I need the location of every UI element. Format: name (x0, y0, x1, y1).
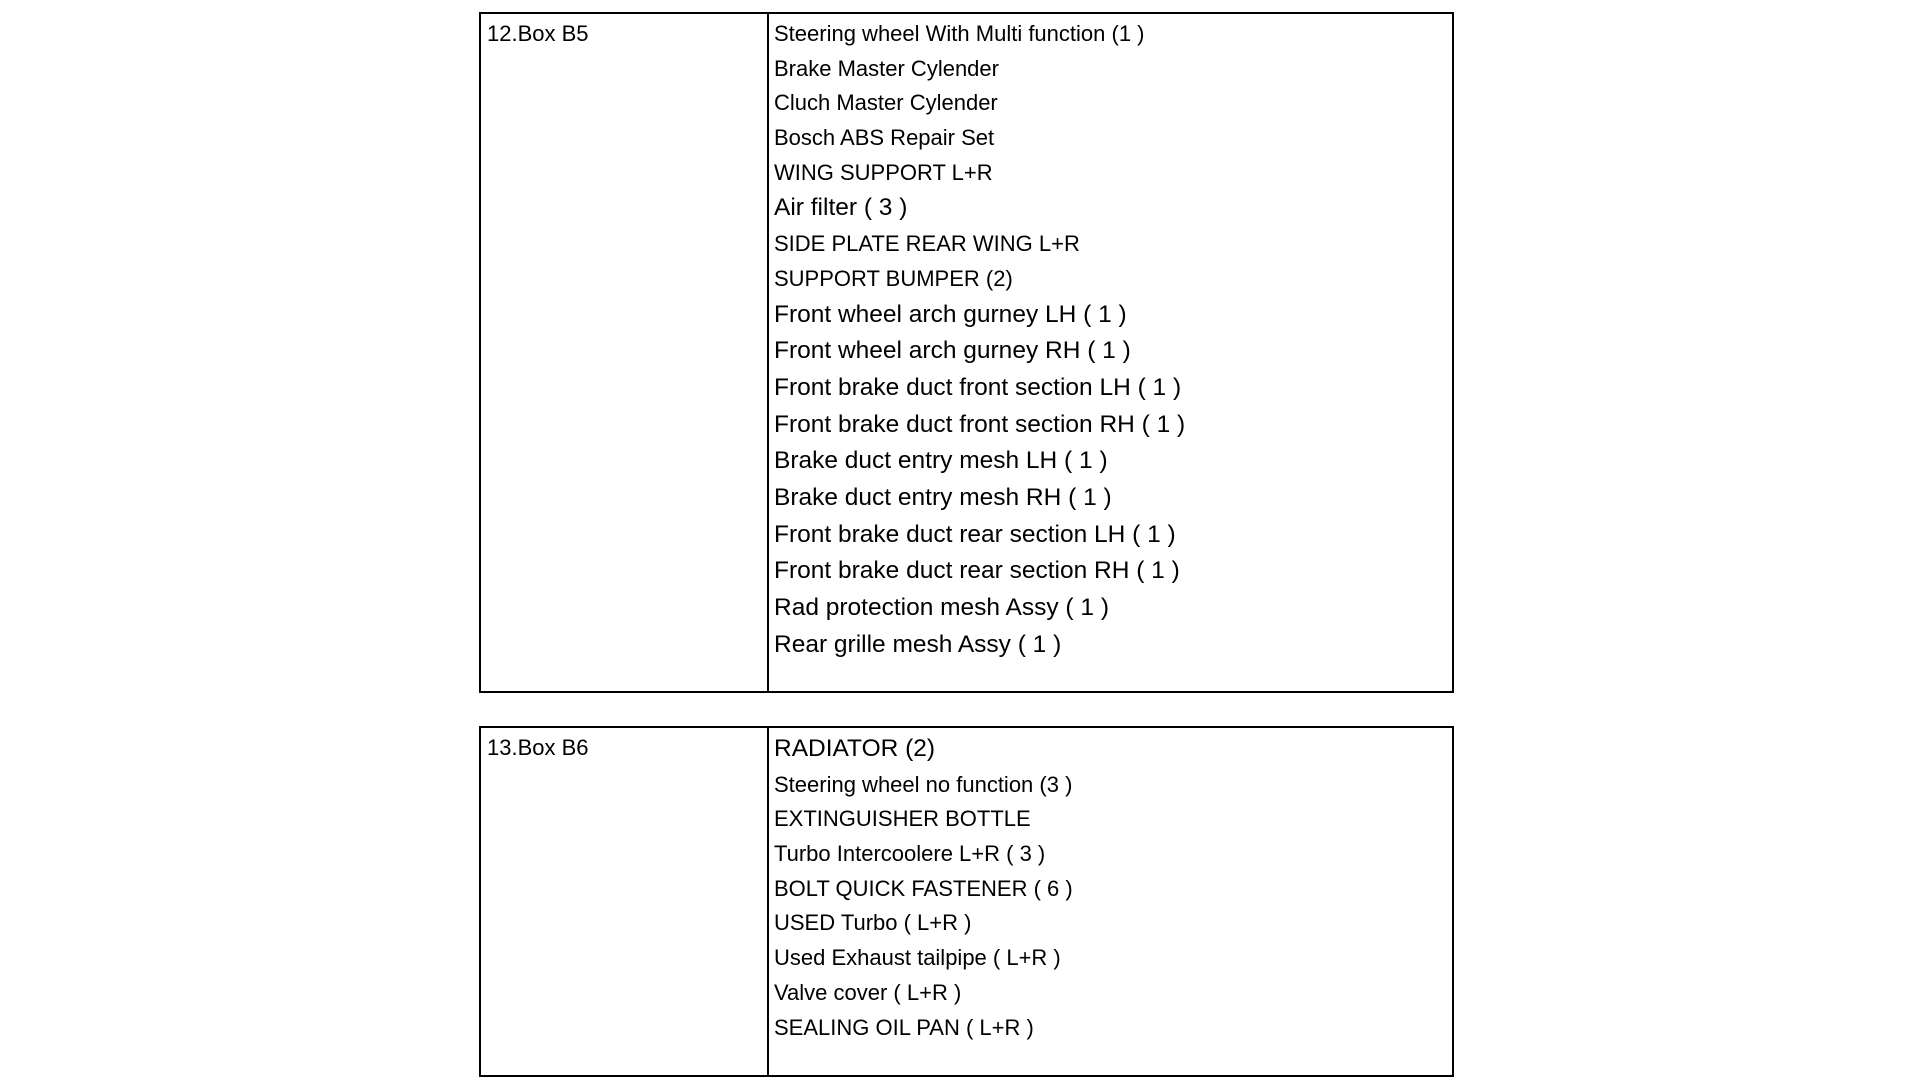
list-item: SUPPORT BUMPER (2) (774, 265, 1013, 291)
list-item: Steering wheel no function (3 ) (774, 771, 1073, 797)
list-item: WING SUPPORT L+R (774, 159, 993, 185)
list-item: USED Turbo ( L+R ) (774, 910, 972, 936)
list-item: SIDE PLATE REAR WING L+R (774, 231, 1080, 257)
list-item: Bosch ABS Repair Set (774, 125, 995, 151)
list-item: Steering wheel With Multi function (1 ) (774, 21, 1145, 46)
box-label: 13.Box B6 (481, 728, 769, 1075)
list-item: BOLT QUICK FASTENER ( 6 ) (774, 875, 1073, 901)
list-item: EXTINGUISHER BOTTLE (774, 806, 1031, 832)
list-item: Air filter ( 3 ) (774, 194, 908, 222)
items-list (774, 734, 1452, 1048)
list-item: Brake duct entry mesh RH ( 1 ) (774, 483, 1112, 511)
list-item: Front brake duct rear section LH ( 1 ) (774, 520, 1176, 548)
list-item: Front brake duct front section LH ( 1 ) (774, 373, 1182, 401)
list-item: Front brake duct front section RH ( 1 ) (774, 410, 1186, 438)
box-b6-table (479, 726, 1454, 1077)
list-item: Front brake duct rear section RH ( 1 ) (774, 557, 1180, 585)
list-item: RADIATOR (2) (774, 735, 936, 762)
list-item: Rear grille mesh Assy ( 1 ) (774, 630, 1062, 658)
list-item: Used Exhaust tailpipe ( L+R ) (774, 945, 1061, 971)
list-item: Valve cover ( L+R ) (774, 979, 962, 1005)
box-b5-table (479, 12, 1454, 693)
items-list (774, 20, 1452, 666)
list-item: Front wheel arch gurney RH ( 1 ) (774, 337, 1131, 365)
list-item: Turbo Intercoolere L+R ( 3 ) (774, 841, 1046, 867)
list-item: Rad protection mesh Assy ( 1 ) (774, 594, 1109, 621)
list-item: Front wheel arch gurney LH ( 1 ) (774, 300, 1127, 328)
items-cell (769, 728, 1452, 1075)
list-item: Brake duct entry mesh LH ( 1 ) (774, 447, 1108, 475)
list-item: SEALING OIL PAN ( L+R ) (774, 1014, 1034, 1040)
box-label: 12.Box B5 (481, 14, 769, 691)
list-item: Brake Master Cylender (774, 55, 999, 81)
list-item: Cluch Master Cylender (774, 90, 998, 116)
items-cell (769, 14, 1452, 691)
